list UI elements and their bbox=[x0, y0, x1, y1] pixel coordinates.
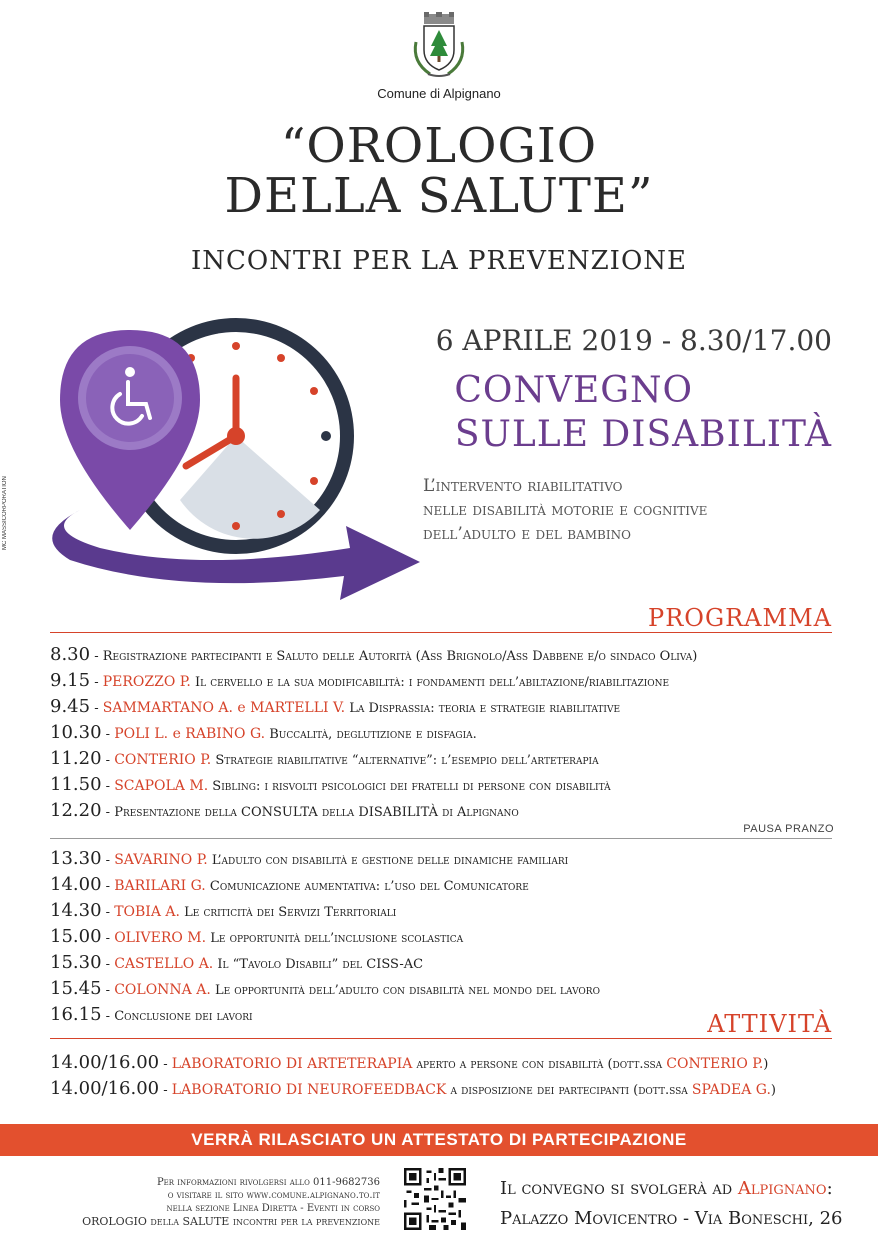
schedule-speaker: OLIVERO M. bbox=[114, 930, 207, 946]
venue-block bbox=[500, 1174, 850, 1234]
schedule-row bbox=[50, 798, 838, 824]
schedule-speaker: TOBIA A. bbox=[114, 904, 180, 920]
schedule-speaker: CASTELLO A. bbox=[114, 956, 214, 972]
venue-line1: Il convegno si svolgerà ad Alpignano: bbox=[500, 1178, 833, 1199]
venue-address: Palazzo Movicentro - Via Boneschi, 26 bbox=[500, 1208, 843, 1229]
schedule-description: Conclusione dei lavori bbox=[114, 1009, 253, 1024]
schedule-speaker: CONTERIO P. bbox=[114, 752, 212, 768]
schedule-time: 11.50 bbox=[50, 774, 102, 795]
schedule-description: aperto a persone con disabilità (dott.ssa bbox=[416, 1057, 667, 1072]
schedule-row bbox=[50, 898, 838, 924]
schedule-description: Presentazione della CONSULTA della DISABILITÀ di Alpignano bbox=[114, 805, 519, 820]
schedule-separator: - bbox=[101, 1009, 115, 1024]
schedule-separator: - bbox=[101, 805, 115, 820]
schedule-row bbox=[50, 976, 838, 1002]
schedule-row bbox=[50, 694, 838, 720]
info-section: nella sezione Linea Diretta - Eventi in corso bbox=[166, 1203, 380, 1214]
schedule-speaker: SAVARINO P. bbox=[114, 852, 208, 868]
schedule-speaker: SAMMARTANO A. e MARTELLI V. bbox=[102, 700, 346, 716]
certificate-banner: VERRÀ RILASCIATO UN ATTESTATO DI PARTECIPAZIONE bbox=[0, 1124, 878, 1156]
schedule-separator: - bbox=[90, 649, 103, 664]
info-program-name: OROLOGIO della SALUTE incontri per la prevenzione bbox=[82, 1215, 380, 1228]
activity-lead: SPADEA G. bbox=[691, 1082, 771, 1098]
schedule-time: 14.30 bbox=[50, 900, 102, 921]
schedule-time: 15.45 bbox=[50, 978, 102, 999]
convegno-title-line1: CONVEGNO bbox=[454, 370, 693, 411]
schedule-speaker: BARILARI G. bbox=[114, 878, 206, 894]
schedule-separator: - bbox=[101, 753, 115, 768]
subtitle: INCONTRI PER LA PREVENZIONE bbox=[191, 246, 687, 276]
convegno-description-line2: nelle disabilità motorie e cognitive bbox=[423, 500, 708, 520]
schedule-speaker: LABORATORIO DI ARTETERAPIA bbox=[171, 1056, 413, 1072]
schedule-time: 14.00/16.00 bbox=[50, 1052, 160, 1073]
schedule-row bbox=[50, 924, 838, 950]
info-block bbox=[14, 1176, 380, 1228]
schedule-description: La Disprassia: teoria e strategie riabilitative bbox=[349, 701, 621, 716]
schedule-row bbox=[50, 668, 838, 694]
convegno-description-line1: L’intervento riabilitativo bbox=[423, 476, 623, 496]
schedule-separator: - bbox=[101, 727, 115, 742]
activity-lead: CONTERIO P. bbox=[666, 1056, 764, 1072]
schedule-separator: - bbox=[159, 1083, 172, 1098]
schedule-row bbox=[50, 642, 838, 668]
coat-of-arms-icon bbox=[410, 12, 468, 80]
schedule-time: 10.30 bbox=[50, 722, 102, 743]
schedule-description: Sibling: i risvolti psicologici dei fratelli di persone con disabilità bbox=[212, 779, 611, 794]
schedule-row bbox=[50, 772, 838, 798]
schedule-description: Buccalità, deglutizione e disfagia. bbox=[269, 727, 477, 742]
schedule-separator: - bbox=[101, 853, 115, 868]
attivita-heading: ATTIVITÀ bbox=[707, 1010, 832, 1038]
schedule-description: Le opportunità dell’inclusione scolastica bbox=[210, 931, 464, 946]
schedule-time: 8.30 bbox=[50, 644, 91, 665]
activity-close: ) bbox=[763, 1057, 769, 1072]
programma-divider bbox=[50, 632, 832, 633]
schedule-time: 11.20 bbox=[50, 748, 102, 769]
schedule-time: 14.00/16.00 bbox=[50, 1078, 160, 1099]
schedule-description: L’adulto con disabilità e gestione delle dinamiche familiari bbox=[211, 853, 569, 868]
municipality-name: Comune di Alpignano bbox=[377, 86, 501, 101]
schedule-separator: - bbox=[159, 1057, 172, 1072]
schedule-row bbox=[50, 846, 838, 872]
schedule-description: Il “Tavolo Disabili” del CISS-AC bbox=[217, 957, 424, 972]
schedule-description: Strategie riabilitative “alternative”: l’esempio dell’arteterapia bbox=[215, 753, 599, 768]
schedule-description: a disposizione dei partecipanti (dott.ssa bbox=[450, 1083, 692, 1098]
info-phone: Per informazioni rivolgersi allo 011-9682736 bbox=[156, 1177, 380, 1188]
schedule-time: 16.15 bbox=[50, 1004, 102, 1025]
schedule-speaker: POLI L. e RABINO G. bbox=[114, 726, 266, 742]
main-title-line2: DELLA SALUTE” bbox=[224, 168, 654, 224]
qr-code-icon bbox=[404, 1168, 466, 1230]
schedule-description: Registrazione partecipanti e Saluto delle Autorità (Ass Brignolo/Ass Dabbene e/o sindaco Oliva) bbox=[102, 649, 698, 664]
convegno-title-line2: SULLE DISABILITÀ bbox=[454, 414, 832, 455]
schedule-time: 13.30 bbox=[50, 848, 102, 869]
schedule-description: Le criticità dei Servizi Territoriali bbox=[184, 905, 397, 920]
schedule-separator: - bbox=[101, 905, 115, 920]
schedule-separator: - bbox=[101, 957, 115, 972]
schedule-row bbox=[50, 950, 838, 976]
lunch-break-divider bbox=[50, 838, 832, 839]
schedule-row bbox=[50, 746, 838, 772]
activities-list bbox=[50, 1050, 838, 1102]
schedule-time: 14.00 bbox=[50, 874, 102, 895]
event-date: 6 APRILE 2019 - 8.30/17.00 bbox=[435, 324, 832, 357]
schedule-time: 15.00 bbox=[50, 926, 102, 947]
lunch-break-label: PAUSA PRANZO bbox=[743, 823, 834, 835]
schedule-separator: - bbox=[90, 701, 103, 716]
schedule-time: 9.45 bbox=[50, 696, 91, 717]
schedule-separator: - bbox=[101, 983, 115, 998]
schedule-row bbox=[50, 1076, 838, 1102]
schedule-description: Il cervello e la sua modificabilità: i fondamenti dell’abiltazione/riabilitazione bbox=[194, 675, 670, 690]
schedule-separator: - bbox=[101, 779, 115, 794]
schedule-description: Le opportunità dell’adulto con disabilità nel mondo del lavoro bbox=[214, 983, 600, 998]
schedule-time: 9.15 bbox=[50, 670, 91, 691]
clock-pin-arrow-illustration bbox=[40, 300, 440, 620]
schedule-row bbox=[50, 720, 838, 746]
afternoon-schedule bbox=[50, 846, 838, 1028]
info-website: o visitare il sito www.comune.alpignano.to.it bbox=[167, 1190, 380, 1201]
publisher-mark: MC MASSICORPORATION bbox=[2, 476, 8, 550]
schedule-separator: - bbox=[101, 879, 115, 894]
schedule-row bbox=[50, 872, 838, 898]
venue-town: Alpignano bbox=[737, 1178, 827, 1199]
schedule-speaker: LABORATORIO DI NEUROFEEDBACK bbox=[171, 1082, 447, 1098]
schedule-speaker: COLONNA A. bbox=[114, 982, 211, 998]
schedule-speaker: PEROZZO P. bbox=[102, 674, 191, 690]
programma-heading: PROGRAMMA bbox=[648, 604, 832, 632]
schedule-separator: - bbox=[90, 675, 103, 690]
schedule-speaker: SCAPOLA M. bbox=[114, 778, 209, 794]
activity-close: ) bbox=[770, 1083, 776, 1098]
attivita-divider bbox=[50, 1038, 832, 1039]
schedule-description: Comunicazione aumentativa: l’uso del Comunicatore bbox=[209, 879, 529, 894]
main-title-line1: “OROLOGIO bbox=[280, 118, 598, 174]
schedule-time: 15.30 bbox=[50, 952, 102, 973]
convegno-description-line3: dell’adulto e del bambino bbox=[423, 524, 631, 544]
schedule-separator: - bbox=[101, 931, 115, 946]
schedule-time: 12.20 bbox=[50, 800, 102, 821]
morning-schedule bbox=[50, 642, 838, 824]
schedule-row bbox=[50, 1050, 838, 1076]
